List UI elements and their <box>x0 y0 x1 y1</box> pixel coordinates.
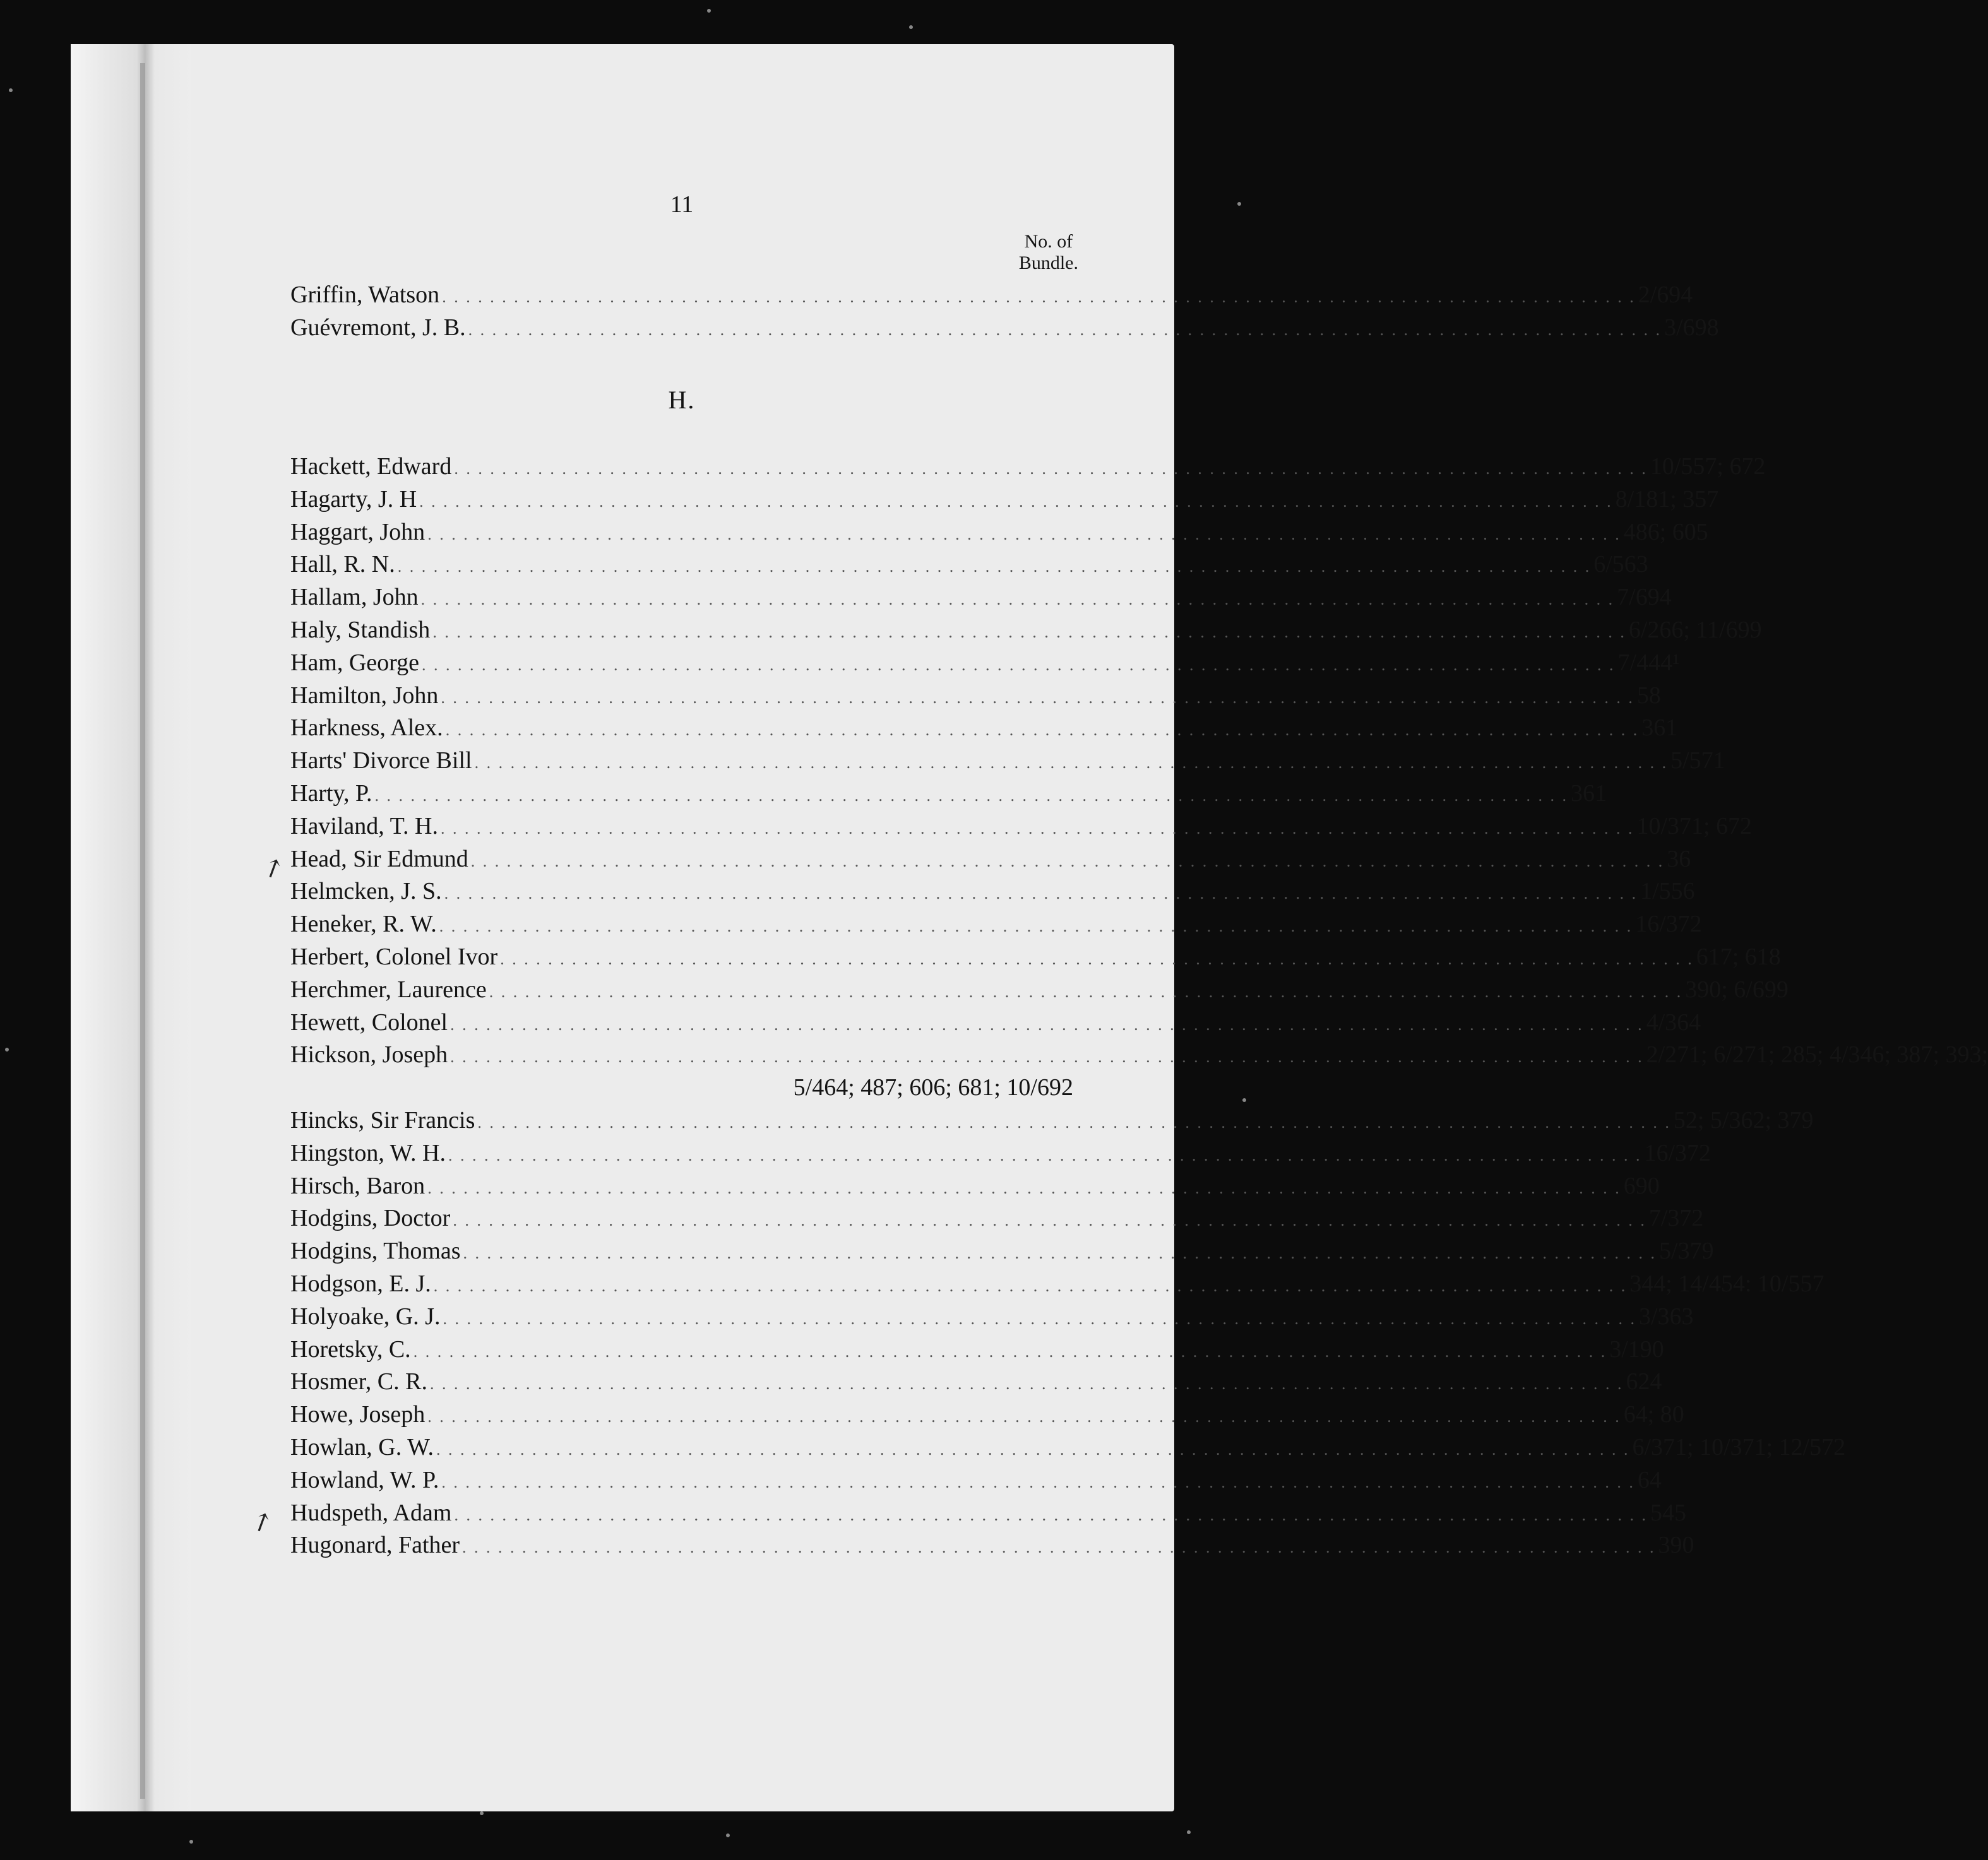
index-entry <box>290 550 1648 581</box>
scan-dust-speck <box>1187 1830 1191 1834</box>
entry-bundle-refs: 6/266; 11/699 <box>1628 617 1762 643</box>
dot-leader: . . . . . . . . . . . . . . . . . . . . . . . . . . . . . . . . . . . . . . . . . . . . . . . . . . . . . . . . . . . . . . . . . . . . . . . . . . . . . . . . . . . . . . . . . . . . . . . . . . . . <box>445 721 1640 740</box>
dot-leader: . . . . . . . . . . . . . . . . . . . . . . . . . . . . . . . . . . . . . . . . . . . . . . . . . . . . . . . . . . . . . . . . . . . . . . . . . . . . . . . . . . . . . . . . . . . . . . . . . . . . <box>433 1277 1628 1295</box>
pencil-check-mark-icon: ↗ <box>258 851 289 886</box>
dot-leader: . . . . . . . . . . . . . . . . . . . . . . . . . . . . . . . . . . . . . . . . . . . . . . . . . . . . . . . . . . . . . . . . . . . . . . . . . . . . . . . . . . . . . . . . . . . . . . . . . . . . <box>454 1505 1648 1524</box>
index-entry <box>290 681 1661 713</box>
scan-dust-speck <box>707 9 711 13</box>
entry-bundle-refs: 7/372 <box>1648 1205 1704 1232</box>
index-entry <box>290 1335 1664 1366</box>
dot-leader: . . . . . . . . . . . . . . . . . . . . . . . . . . . . . . . . . . . . . . . . . . . . . . . . . . . . . . . . . . . . . . . . . . . . . . . . . . . . . . . . . . . . . . . . . . . . . . . . . . . . <box>429 1375 1624 1394</box>
index-entry <box>290 1466 1662 1497</box>
index-entry <box>290 485 1719 516</box>
entry-bundle-refs: 7/444¹ <box>1617 649 1680 676</box>
dot-leader: . . . . . . . . . . . . . . . . . . . . . . . . . . . . . . . . . . . . . . . . . . . . . . . . . . . . . . . . . . . . . . . . . . . . . . . . . . . . . . . . . . . . . . . . . . . . . . . . . . . . <box>441 1472 1635 1491</box>
entry-bundle-refs: 8/181; 357 <box>1615 485 1719 512</box>
entry-name: Howe, Joseph <box>290 1401 426 1428</box>
entry-bundle-refs: 624 <box>1626 1368 1662 1395</box>
index-entry <box>290 1171 1660 1203</box>
index-entry <box>290 1008 1701 1040</box>
index-entry <box>290 713 1678 745</box>
entry-bundle-refs: 2/271; 6/271; 285; 4/346; 387; 393; <box>1646 1041 1988 1069</box>
dot-leader: . . . . . . . . . . . . . . . . . . . . . . . . . . . . . . . . . . . . . . . . . . . . . . . . . . . . . . . . . . . . . . . . . . . . . . . . . . . . . . . . . . . . . . . . . . . . . . . . . . . . <box>397 557 1592 576</box>
pencil-check-mark-icon: ↗ <box>246 1505 278 1539</box>
entry-bundle-refs: 10/557; 672 <box>1650 453 1766 480</box>
entry-name: Harkness, Alex. <box>290 714 443 742</box>
index-entry <box>290 280 1693 312</box>
dot-leader: . . . . . . . . . . . . . . . . . . . . . . . . . . . . . . . . . . . . . . . . . . . . . . . . . . . . . . . . . . . . . . . . . . . . . . . . . . . . . . . . . . . . . . . . . . . . . . . . . . . . <box>489 982 1683 1001</box>
document-page <box>71 44 1988 1811</box>
entry-bundle-refs-continued: 5/464; 487; 606; 681; 10/692 <box>793 1074 1073 1101</box>
entry-bundle-refs: 7/694 <box>1617 584 1672 611</box>
entry-bundle-refs: 10/371; 672 <box>1636 812 1753 839</box>
index-entry <box>290 615 1762 647</box>
dot-leader: . . . . . . . . . . . . . . . . . . . . . . . . . . . . . . . . . . . . . . . . . . . . . . . . . . . . . . . . . . . . . . . . . . . . . . . . . . . . . . . . . . . . . . . . . . . . . . . . . . . . <box>448 1146 1642 1164</box>
entry-bundle-refs: 545 <box>1650 1499 1686 1526</box>
index-entry <box>290 1139 1711 1170</box>
index-entry <box>290 1106 1814 1137</box>
entry-name: Head, Sir Edmund <box>290 845 468 872</box>
dot-leader: . . . . . . . . . . . . . . . . . . . . . . . . . . . . . . . . . . . . . . . . . . . . . . . . . . . . . . . . . . . . . . . . . . . . . . . . . . . . . . . . . . . . . . . . . . . . . . . . . . . . <box>468 321 1662 339</box>
entry-bundle-refs: 4/364 <box>1646 1009 1701 1036</box>
index-entry <box>290 975 1789 1007</box>
entry-name: Hosmer, C. R. <box>290 1368 427 1395</box>
entry-bundle-refs: 6/563 <box>1593 551 1648 578</box>
entry-bundle-refs: 5/571 <box>1670 747 1725 774</box>
entry-name: Hackett, Edward <box>290 453 452 480</box>
scan-dust-speck <box>9 88 13 92</box>
index-entry <box>290 844 1691 876</box>
dot-leader: . . . . . . . . . . . . . . . . . . . . . . . . . . . . . . . . . . . . . . . . . . . . . . . . . . . . . . . . . . . . . . . . . . . . . . . . . . . . . . . . . . . . . . . . . . . . . . . . . . . . <box>441 688 1634 707</box>
index-entry <box>290 1236 1714 1268</box>
dot-leader: . . . . . . . . . . . . . . . . . . . . . . . . . . . . . . . . . . . . . . . . . . . . . . . . . . . . . . . . . . . . . . . . . . . . . . . . . . . . . . . . . . . . . . . . . . . . . . . . . . . . <box>413 1342 1607 1361</box>
index-entry <box>290 648 1680 680</box>
index-entry <box>290 313 1719 345</box>
entry-bundle-refs: 64 <box>1637 1466 1662 1493</box>
index-entry <box>290 1498 1686 1530</box>
entry-bundle-refs: 390 <box>1658 1532 1694 1559</box>
index-entry <box>290 1302 1694 1334</box>
dot-leader: . . . . . . . . . . . . . . . . . . . . . . . . . . . . . . . . . . . . . . . . . . . . . . . . . . . . . . . . . . . . . . . . . . . . . . . . . . . . . . . . . . . . . . . . . . . . . . . . . . . . <box>436 1440 1630 1459</box>
index-entry <box>290 877 1695 908</box>
dot-leader: . . . . . . . . . . . . . . . . . . . . . . . . . . . . . . . . . . . . . . . . . . . . . . . . . . . . . . . . . . . . . . . . . . . . . . . . . . . . . . . . . . . . . . . . . . . . . . . . . . . . <box>500 950 1694 968</box>
scan-dust-speck <box>5 1048 9 1051</box>
binding-gutter <box>71 44 191 1811</box>
entry-bundle-refs: 6/371; 10/371; 12/572 <box>1632 1434 1846 1460</box>
entry-name: Hallam, John <box>290 584 419 611</box>
entry-name: Howland, W. P. <box>290 1466 439 1493</box>
dot-leader: . . . . . . . . . . . . . . . . . . . . . . . . . . . . . . . . . . . . . . . . . . . . . . . . . . . . . . . . . . . . . . . . . . . . . . . . . . . . . . . . . . . . . . . . . . . . . . . . . . . . <box>422 655 1616 674</box>
index-entry <box>290 1367 1662 1399</box>
dot-leader: . . . . . . . . . . . . . . . . . . . . . . . . . . . . . . . . . . . . . . . . . . . . . . . . . . . . . . . . . . . . . . . . . . . . . . . . . . . . . . . . . . . . . . . . . . . . . . . . . . . . <box>427 1178 1621 1197</box>
entry-bundle-refs: 52; 5/362; 379 <box>1673 1107 1814 1134</box>
entry-name: Hamilton, John <box>290 682 439 709</box>
dot-leader: . . . . . . . . . . . . . . . . . . . . . . . . . . . . . . . . . . . . . . . . . . . . . . . . . . . . . . . . . . . . . . . . . . . . . . . . . . . . . . . . . . . . . . . . . . . . . . . . . . . . <box>477 1113 1671 1132</box>
entry-bundle-refs: 58 <box>1636 682 1661 709</box>
dot-leader: . . . . . . . . . . . . . . . . . . . . . . . . . . . . . . . . . . . . . . . . . . . . . . . . . . . . . . . . . . . . . . . . . . . . . . . . . . . . . . . . . . . . . . . . . . . . . . . . . . . . <box>442 288 1636 306</box>
column-header-line-1: No. of <box>1024 231 1073 252</box>
index-entry <box>290 746 1725 778</box>
entry-name: Haviland, T. H. <box>290 812 438 839</box>
dot-leader: . . . . . . . . . . . . . . . . . . . . . . . . . . . . . . . . . . . . . . . . . . . . . . . . . . . . . . . . . . . . . . . . . . . . . . . . . . . . . . . . . . . . . . . . . . . . . . . . . . . . <box>444 884 1638 903</box>
index-entry <box>290 583 1672 614</box>
dot-leader: . . . . . . . . . . . . . . . . . . . . . . . . . . . . . . . . . . . . . . . . . . . . . . . . . . . . . . . . . . . . . . . . . . . . . . . . . . . . . . . . . . . . . . . . . . . . . . . . . . . . <box>443 1309 1636 1328</box>
entry-name: Harts' Divorce Bill <box>290 747 472 774</box>
entry-name: Hingston, W. H. <box>290 1139 446 1166</box>
entry-bundle-refs: 3/698 <box>1664 314 1719 341</box>
dot-leader: . . . . . . . . . . . . . . . . . . . . . . . . . . . . . . . . . . . . . . . . . . . . . . . . . . . . . . . . . . . . . . . . . . . . . . . . . . . . . . . . . . . . . . . . . . . . . . . . . . . . <box>432 623 1626 641</box>
binding-fold-shadow <box>140 63 145 1799</box>
entry-name: Haly, Standish <box>290 617 431 643</box>
entry-bundle-refs: 390; 6/699 <box>1685 976 1789 1003</box>
entry-name: Hodgson, E. J. <box>290 1271 431 1297</box>
page-number: 11 <box>670 191 694 218</box>
index-entry <box>290 1531 1694 1562</box>
entry-name: Harty, P. <box>290 780 372 807</box>
index-entry <box>290 1204 1704 1235</box>
index-entry <box>290 942 1781 974</box>
entry-name: Hall, R. N. <box>290 551 395 578</box>
index-entry <box>290 1433 1846 1464</box>
column-header-line-2: Bundle. <box>1018 252 1078 273</box>
entry-name: Hincks, Sir Francis <box>290 1107 475 1134</box>
entry-name: Helmcken, J. S. <box>290 878 442 905</box>
section-heading: H. <box>668 386 696 414</box>
dot-leader: . . . . . . . . . . . . . . . . . . . . . . . . . . . . . . . . . . . . . . . . . . . . . . . . . . . . . . . . . . . . . . . . . . . . . . . . . . . . . . . . . . . . . . . . . . . . . . . . . . . . <box>450 1048 1644 1067</box>
entry-bundle-refs: 344; 14/454: 10/557 <box>1629 1271 1824 1297</box>
entry-name: Hagarty, J. H <box>290 485 417 512</box>
index-entry <box>290 452 1766 483</box>
entry-bundle-refs: 16/372 <box>1635 911 1702 938</box>
column-header <box>1019 231 1078 274</box>
scan-dust-speck <box>726 1833 730 1837</box>
index-entry <box>290 779 1607 810</box>
entry-bundle-refs: 2/694 <box>1638 281 1693 308</box>
entry-name: Ham, George <box>290 649 420 676</box>
scan-dust-speck <box>1242 1098 1246 1102</box>
entry-name: Horetsky, C. <box>290 1336 411 1363</box>
entry-bundle-refs: 64; 80 <box>1623 1401 1684 1428</box>
index-entry <box>290 812 1753 843</box>
index-entry <box>290 1040 1988 1072</box>
entry-name: Herchmer, Laurence <box>290 976 487 1003</box>
index-entry <box>290 518 1708 549</box>
entry-bundle-refs: 1/556 <box>1640 878 1695 905</box>
entry-bundle-refs: 361 <box>1570 780 1607 807</box>
scan-dust-speck <box>909 25 913 29</box>
entry-name: Hewett, Colonel <box>290 1009 448 1036</box>
dot-leader: . . . . . . . . . . . . . . . . . . . . . . . . . . . . . . . . . . . . . . . . . . . . . . . . . . . . . . . . . . . . . . . . . . . . . . . . . . . . . . . . . . . . . . . . . . . . . . . . . . . . <box>427 1407 1621 1426</box>
entry-name: Hodgins, Thomas <box>290 1238 461 1265</box>
index-content <box>246 44 1988 1811</box>
dot-leader: . . . . . . . . . . . . . . . . . . . . . . . . . . . . . . . . . . . . . . . . . . . . . . . . . . . . . . . . . . . . . . . . . . . . . . . . . . . . . . . . . . . . . . . . . . . . . . . . . . . . <box>474 754 1669 773</box>
dot-leader: . . . . . . . . . . . . . . . . . . . . . . . . . . . . . . . . . . . . . . . . . . . . . . . . . . . . . . . . . . . . . . . . . . . . . . . . . . . . . . . . . . . . . . . . . . . . . . . . . . . . <box>440 819 1634 838</box>
dot-leader: . . . . . . . . . . . . . . . . . . . . . . . . . . . . . . . . . . . . . . . . . . . . . . . . . . . . . . . . . . . . . . . . . . . . . . . . . . . . . . . . . . . . . . . . . . . . . . . . . . . . <box>420 590 1615 609</box>
dot-leader: . . . . . . . . . . . . . . . . . . . . . . . . . . . . . . . . . . . . . . . . . . . . . . . . . . . . . . . . . . . . . . . . . . . . . . . . . . . . . . . . . . . . . . . . . . . . . . . . . . . . <box>462 1538 1656 1557</box>
dot-leader: . . . . . . . . . . . . . . . . . . . . . . . . . . . . . . . . . . . . . . . . . . . . . . . . . . . . . . . . . . . . . . . . . . . . . . . . . . . . . . . . . . . . . . . . . . . . . . . . . . . . <box>470 851 1665 870</box>
entry-bundle-refs: 486; 605 <box>1623 518 1708 545</box>
dot-leader: . . . . . . . . . . . . . . . . . . . . . . . . . . . . . . . . . . . . . . . . . . . . . . . . . . . . . . . . . . . . . . . . . . . . . . . . . . . . . . . . . . . . . . . . . . . . . . . . . . . . <box>439 917 1633 936</box>
dot-leader: . . . . . . . . . . . . . . . . . . . . . . . . . . . . . . . . . . . . . . . . . . . . . . . . . . . . . . . . . . . . . . . . . . . . . . . . . . . . . . . . . . . . . . . . . . . . . . . . . . . . <box>450 1015 1644 1034</box>
entry-name: Hickson, Joseph <box>290 1041 448 1069</box>
entry-name: Howlan, G. W. <box>290 1434 434 1460</box>
scan-dust-speck <box>480 1811 484 1815</box>
dot-leader: . . . . . . . . . . . . . . . . . . . . . . . . . . . . . . . . . . . . . . . . . . . . . . . . . . . . . . . . . . . . . . . . . . . . . . . . . . . . . . . . . . . . . . . . . . . . . . . . . . . . <box>454 459 1648 478</box>
dot-leader: . . . . . . . . . . . . . . . . . . . . . . . . . . . . . . . . . . . . . . . . . . . . . . . . . . . . . . . . . . . . . . . . . . . . . . . . . . . . . . . . . . . . . . . . . . . . . . . . . . . . <box>419 492 1613 511</box>
index-entry <box>290 1400 1684 1431</box>
entry-name: Hodgins, Doctor <box>290 1205 451 1232</box>
entry-name: Hudspeth, Adam <box>290 1499 452 1526</box>
dot-leader: . . . . . . . . . . . . . . . . . . . . . . . . . . . . . . . . . . . . . . . . . . . . . . . . . . . . . . . . . . . . . . . . . . . . . . . . . . . . . . . . . . . . . . . . . . . . . . . . . . . . <box>463 1244 1657 1263</box>
entry-bundle-refs: 16/372 <box>1644 1139 1711 1166</box>
entry-name: Haggart, John <box>290 518 426 545</box>
dot-leader: . . . . . . . . . . . . . . . . . . . . . . . . . . . . . . . . . . . . . . . . . . . . . . . . . . . . . . . . . . . . . . . . . . . . . . . . . . . . . . . . . . . . . . . . . . . . . . . . . . . . <box>427 524 1621 543</box>
entry-bundle-refs: 690 <box>1623 1172 1660 1199</box>
entry-bundle-refs: 361 <box>1641 714 1678 742</box>
index-entry <box>290 1269 1824 1301</box>
entry-bundle-refs: 617; 618 <box>1696 944 1781 970</box>
entry-name: Hirsch, Baron <box>290 1172 426 1199</box>
entry-name: Griffin, Watson <box>290 281 440 308</box>
scan-dust-speck <box>189 1840 193 1844</box>
dot-leader: . . . . . . . . . . . . . . . . . . . . . . . . . . . . . . . . . . . . . . . . . . . . . . . . . . . . . . . . . . . . . . . . . . . . . . . . . . . . . . . . . . . . . . . . . . . . . . . . . . . . <box>453 1211 1646 1230</box>
entry-bundle-refs: 5/379 <box>1659 1238 1714 1265</box>
entry-name: Guévremont, J. B. <box>290 314 466 341</box>
entry-bundle-refs: 3/190 <box>1609 1336 1664 1363</box>
scan-dust-speck <box>1237 202 1241 206</box>
entry-bundle-refs: 3/363 <box>1638 1303 1694 1330</box>
entry-bundle-refs: 36 <box>1667 845 1691 872</box>
entry-name: Herbert, Colonel Ivor <box>290 944 498 970</box>
entry-name: Hugonard, Father <box>290 1532 460 1559</box>
entry-name: Heneker, R. W. <box>290 911 437 938</box>
entry-name: Holyoake, G. J. <box>290 1303 441 1330</box>
index-entry <box>290 909 1702 941</box>
dot-leader: . . . . . . . . . . . . . . . . . . . . . . . . . . . . . . . . . . . . . . . . . . . . . . . . . . . . . . . . . . . . . . . . . . . . . . . . . . . . . . . . . . . . . . . . . . . . . . . . . . . . <box>374 786 1568 805</box>
